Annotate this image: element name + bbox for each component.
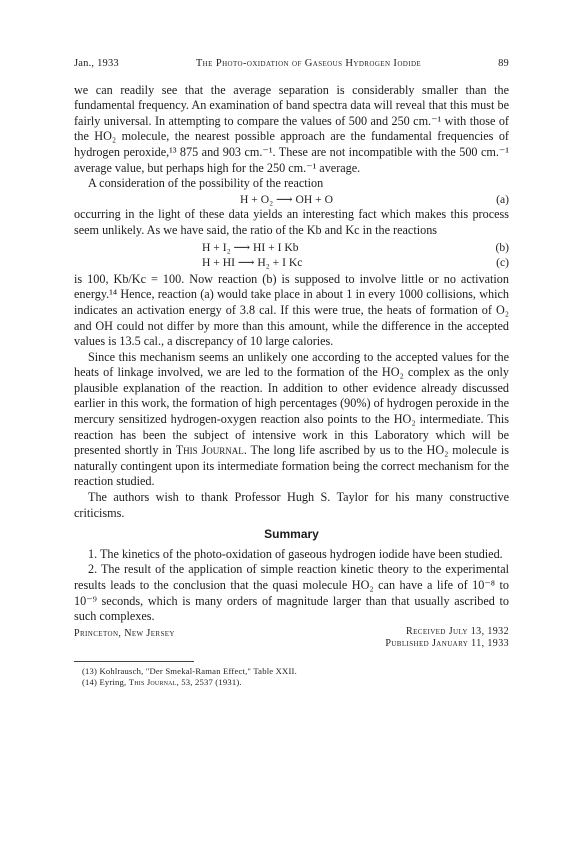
published-date: Published January 11, 1933 [385, 637, 509, 649]
footnote-14-journal: This Journal [128, 676, 177, 687]
dates-block [385, 626, 509, 650]
equation-b [74, 240, 509, 256]
paragraph-6: The authors wish to thank Professor Hugh S. Taylor for his many constructive criticisms. [74, 490, 509, 520]
equation-block [74, 240, 509, 271]
equation-b-label: (b) [495, 240, 509, 254]
equation-b-expression: H + I₂ ⟶ HI + I Kb [202, 240, 299, 254]
affiliation-location: Princeton, New Jersey [74, 627, 175, 639]
equation-c-expression: H + HI ⟶ H₂ + I Kc [202, 256, 303, 270]
journal-name: This Journal [175, 443, 244, 458]
summary-heading: Summary [264, 527, 319, 542]
footnote-14-part-b: , 53, 2537 (1931). [176, 676, 242, 687]
equation-c [74, 255, 509, 271]
equation-a-label: (a) [496, 192, 509, 206]
footnote-14-part-a: (14) Eyring, [82, 676, 129, 687]
paragraph-5-part-b: . The long life ascribed by us to the HO₂ molecule is naturally contingent upon its intermediate formation being the correct mechanism for the reaction studied. [74, 443, 509, 489]
received-date: Received July 13, 1932 [406, 625, 509, 637]
equation-c-label: (c) [496, 256, 509, 270]
paragraph-3: occurring in the light of these data yields an interesting fact which makes this process seem unlikely. As we have said, the ratio of the Kb and Kc in the reactions [74, 207, 509, 237]
paragraph-5-part-a: Since this mechanism seems an unlikely one according to the accepted values for the heats of linkage involved, we are led to the formation of the HO₂ complex as the only plausible explanation of the reaction. In addition to other evidence already discussed earlier in this work, the formation of high percentages (90%) of hydrogen peroxide in the mercury sensitized hydrogen-oxygen reaction also points to the HO₂ intermediate. This reaction has been the subject of intensive work in this Laboratory which will be presented shortly in [74, 349, 509, 458]
header-date: Jan., 1933 [74, 58, 119, 69]
paragraph-1: we can readily see that the average separation is considerably smaller than the fundamental frequency. An examination of band spectra data will reveal that this must be fairly universal. In attempting to compare the values of 500 and 250 cm.⁻¹ with those of the HO₂ molecule, the nearest possible approach are the fundamental frequencies of hydrogen peroxide,¹³ 875 and 903 cm.⁻¹. These are not incompatible with the 500 cm.⁻¹ average value, but perhaps high for the 250 cm.⁻¹ average. [74, 82, 509, 175]
paragraph-2: A consideration of the possibility of the reaction [88, 176, 324, 191]
page-number: 89 [498, 58, 509, 69]
summary-item-2: 2. The result of the application of simple reaction kinetic theory to the experimental results leads to the conclusion that the quasi molecule HO₂ can have a life of 10⁻⁸ to 10⁻⁹ seconds, which is many orders of magnitude larger than that usually ascribed to such complexes. [74, 562, 509, 624]
paragraph-5 [74, 350, 509, 490]
running-header [74, 56, 509, 72]
paragraph-4: is 100, Kb/Kc = 100. Now reaction (b) is supposed to involve little or no activation energy.¹⁴ Hence, reaction (a) would take place in about 1 in every 1000 collisions, which indicates an activation energy of 3.8 cal. If this were true, the heats of formation of O₂ and OH could not differ by more than this amount, while the difference in the accepted values is 13.5 cal., a discrepancy of 10 large calories. [74, 271, 509, 349]
footnote-rule [74, 661, 194, 662]
header-title: The Photo-oxidation of Gaseous Hydrogen Iodide [195, 58, 422, 69]
equation-a [74, 192, 509, 208]
equation-a-expression: H + O₂ ⟶ OH + O [240, 192, 333, 206]
signature-block [74, 626, 509, 650]
footnote-13: (13) Kohlrausch, "Der Smekal-Raman Effect," Table XXII. [82, 665, 297, 676]
summary-item-1: 1. The kinetics of the photo-oxidation of gaseous hydrogen iodide have been studied. [88, 546, 503, 561]
footnote-14 [74, 677, 509, 688]
